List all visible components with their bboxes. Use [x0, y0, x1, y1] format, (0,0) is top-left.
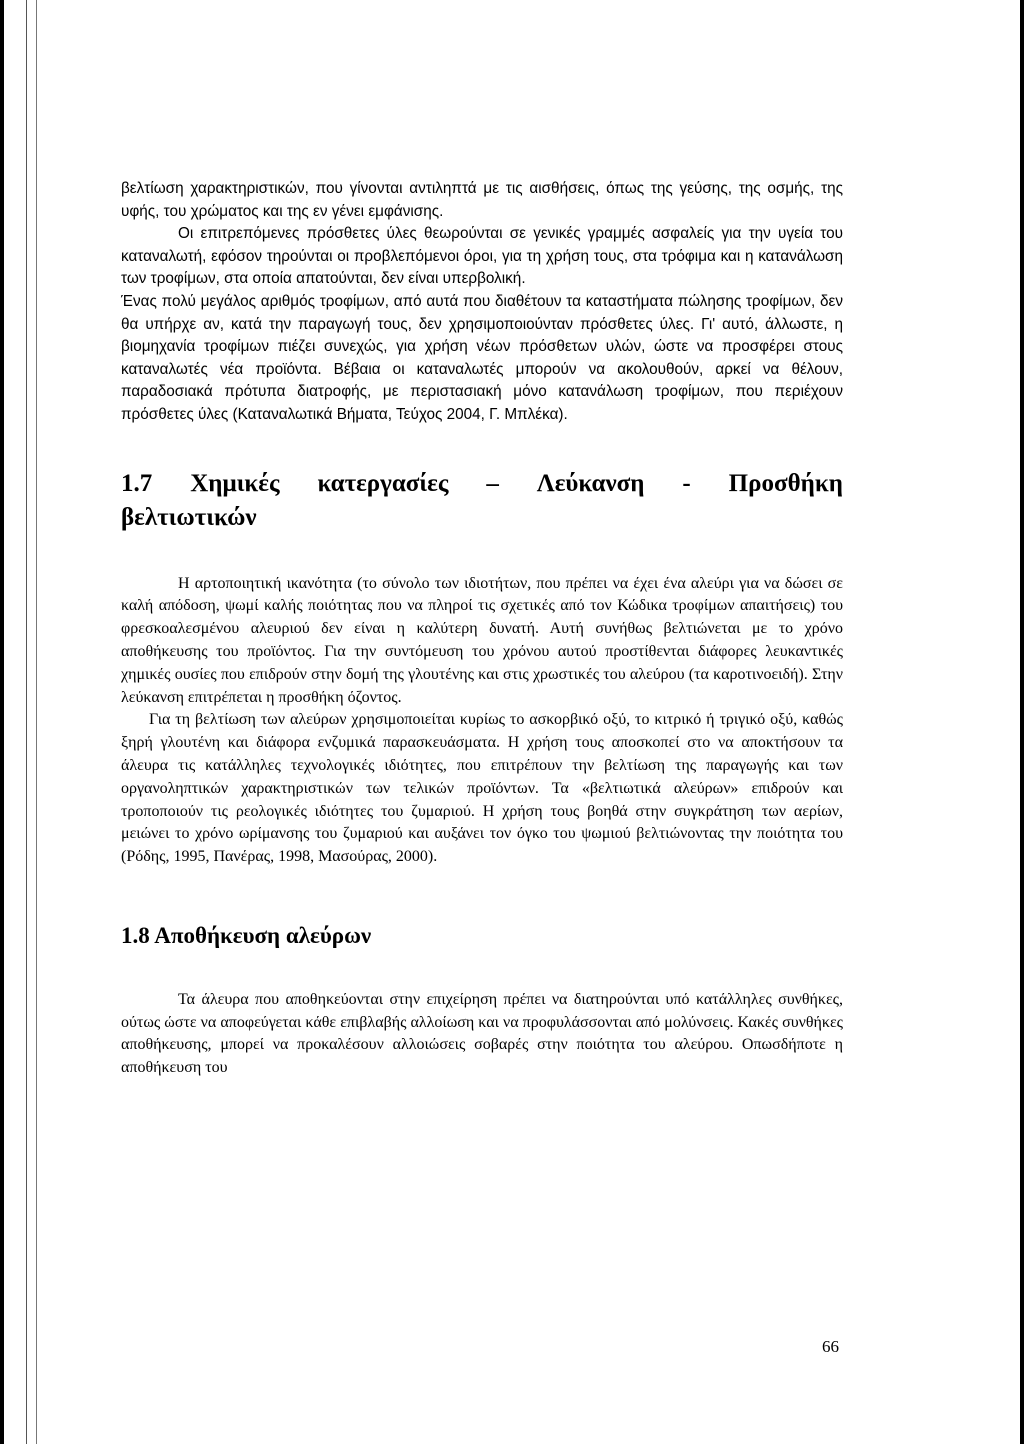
intro-paragraph-2: Οι επιτρεπόμενες πρόσθετες ύλες θεωρούνται σε γενικές γραμμές ασφαλείς για την υγεία του καταναλωτή, εφόσον τηρούνται οι προβλεπόμενοι όροι, για τη χρήση τους, στα τρόφιμα και η κατανάλωση των τροφίμων, στα οποία απατούνται, δεν είναι υπερβολική. — [121, 225, 843, 288]
heading-word: Προσθήκη — [728, 469, 843, 497]
heading-line-2: βελτιωτικών — [121, 503, 257, 531]
scan-border-right — [1020, 0, 1024, 1444]
heading-word: κατεργασίες — [317, 469, 449, 497]
scan-shadow-lines — [0, 0, 42, 1444]
scan-line — [26, 0, 27, 1444]
section-1-8-paragraph-1: Τα άλευρα που αποθηκεύονται στην επιχείρηση πρέπει να διατηρούνται υπό κατάλληλες συνθήκες, ούτως ώστε να αποφεύγεται κάθε επιβλαβής αλλοίωση και να προφυλάσσονται από μολύνσεις. Κακές συνθήκες αποθήκευσης, μπορεί να προκαλέσουν αλλοιώσεις σοβαρές στην ποιότητα του αλεύρου. Οπωσδήποτε η αποθήκευση του — [121, 990, 843, 1077]
section-heading-1-7 — [121, 467, 843, 535]
intro-paragraph-1: βελτίωση χαρακτηριστικών, που γίνονται αντιληπτά με τις αισθήσεις, όπως της γεύσης, της οσμής, της υφής, του χρώματος και της εν γένει εμφάνισης. — [121, 180, 843, 220]
heading-line-1 — [121, 467, 843, 501]
heading-word: - — [682, 469, 691, 497]
heading-word: 1.7 — [121, 469, 153, 497]
section-1-7-paragraph-2: Για τη βελτίωση των αλεύρων χρησιμοποιείται κυρίως το ασκορβικό οξύ, το κιτρικό ή τριγικό οξύ, καθώς ξηρή γλουτένη και διάφορα ενζυμικά παρασκευάσματα. Η χρήση τους αποσκοπεί στο να αποκτήσουν τα άλευρα τις κατάλληλες τεχνολογικές ιδιότητες, που επιτρέπουν την βελτίωση της παραγωγής και των οργανοληπτικών χαρακτηριστικών των τελικών προϊόντων. Τα «βελτιωτικά αλεύρων» επιδρούν και τροποποιούν τις ρεολογικές ιδιότητες του ζυμαριού. Η χρήση τους βοηθά στην συγκράτηση των αερίων, μειώνει το χρόνο ωρίμανσης του ζυμαριού και αυξάνει τον όγκο του ψωμιού βελτιώνοντας την ποιότητα του (Ρόδης, 1995, Πανέρας, 1998, Μασούρας, 2000). — [121, 711, 843, 866]
heading-word: Χημικές — [190, 469, 280, 497]
scan-line — [36, 0, 37, 1444]
page-number: 66 — [822, 1337, 839, 1356]
intro-paragraph-3: Ένας πολύ μεγάλος αριθμός τροφίμων, από αυτά που διαθέτουν τα καταστήματα πώλησης τροφίμων, δεν θα υπήρχε αν, κατά την παραγωγή τους, δεν χρησιμοποιούνταν πρόσθετες ύλες. Γι' αυτό, άλλωστε, η βιομηχανία τροφίμων πιέζει συνεχώς, για χρήση νέων πρόσθετων υλών, ώστε να προσφέρει στους καταναλωτές νέα προϊόντα. Βέβαια οι καταναλωτές μπορούν να ακολουθούν, αρκεί να θέλουν, παραδοσιακά πρότυπα διατροφής, με περιστασιακή μόνο κατανάλωση τροφίμων, που περιέχουν πρόσθετες ύλες (Καταναλωτικά Βήματα, Τεύχος 2004, Γ. Μπλέκα). — [121, 292, 843, 423]
document-page — [121, 178, 843, 1080]
heading-word: Λεύκανση — [536, 469, 645, 497]
section-heading-1-8: 1.8 Αποθήκευση αλεύρων — [121, 922, 372, 948]
heading-word: – — [486, 469, 499, 497]
section-1-7-paragraph-1: Η αρτοποιητική ικανότητα (το σύνολο των ιδιοτήτων, που πρέπει να έχει ένα αλεύρι για να δώσει σε καλή απόδοση, ψωμί καλής ποιότητας που να πληροί τις σχετικές από τον Κώδικα τροφίμων απαιτήσεις) του φρεσκοαλεσμένου αλευριού δεν είναι η καλύτερη δυνατή. Αυτή συνήθως βελτιώνεται με το χρόνο αποθήκευσης του προϊόντος. Για την συντόμευση του χρόνου αυτού προστίθενται διάφορες λευκαντικές χημικές ουσίες που επιδρούν στην δομή της γλουτένης και στις χρωστικές του αλεύρου (τα καροτινοειδή). Στην λεύκανση επιτρέπεται η προσθήκη όζοντος. — [121, 574, 843, 706]
